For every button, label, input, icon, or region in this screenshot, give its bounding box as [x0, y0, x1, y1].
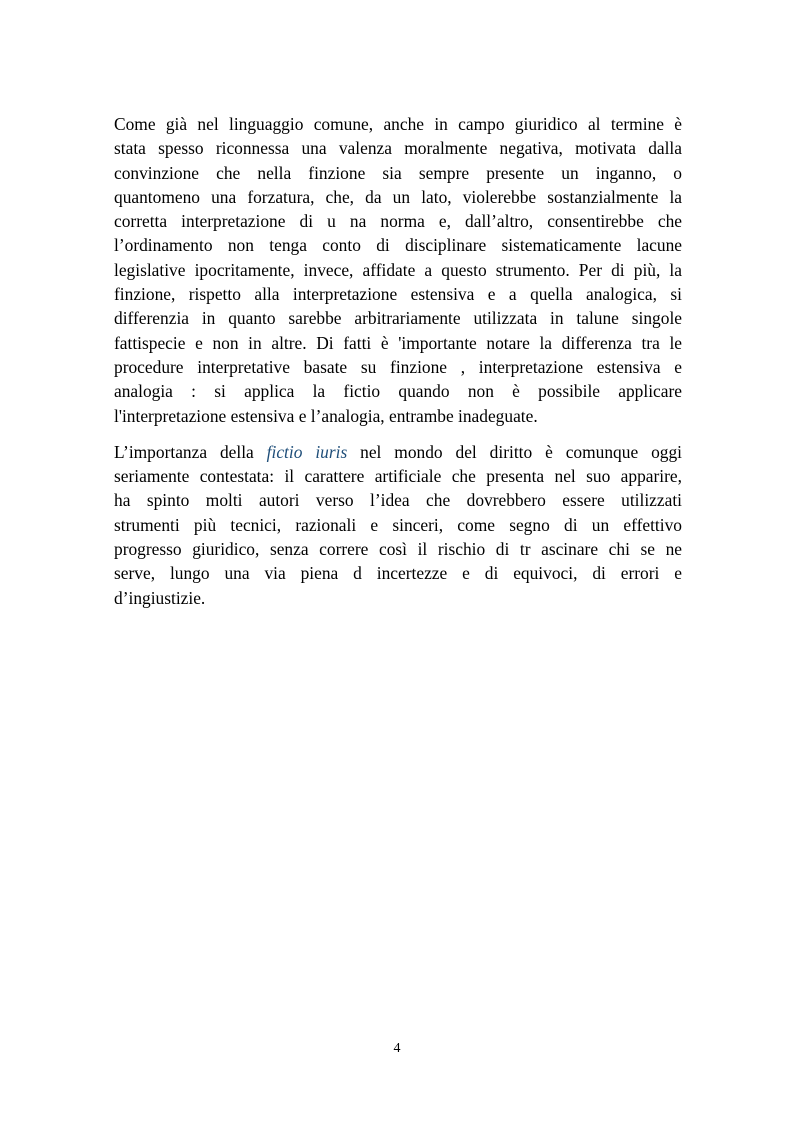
text-line-with-term — [114, 440, 682, 464]
text-line: l’ordinamento non tenga conto di disciplinare sistematicamente lacune — [114, 235, 682, 256]
text-line: analogia : si applica la fictio quando non è possibile applicare — [114, 381, 682, 402]
text-line: legislative ipocritamente, invece, affidate a questo strumento. Per di più, la — [114, 259, 682, 280]
paragraph-2 — [114, 440, 682, 610]
text-line: Come già nel linguaggio comune, anche in campo giuridico al termine è — [114, 114, 682, 134]
text-line: stata spesso riconnessa una valenza moralmente negativa, motivata dalla — [114, 138, 682, 159]
text-line: d’ingiustizie. — [114, 587, 206, 608]
text-line: l'interpretazione estensiva e l’analogia, entrambe inadeguate. — [114, 405, 538, 426]
text-line: procedure interpretative basate su finzione , interpretazione estensiva e — [114, 356, 682, 377]
text-segment: L’importanza della — [114, 441, 267, 462]
text-line: seriamente contestata: il carattere artificiale che presenta nel suo apparire, — [114, 466, 682, 487]
text-line: progresso giuridico, senza correre così il rischio di tr ascinare chi se ne — [114, 539, 682, 560]
text-line: corretta interpretazione di u na norma e, dall’altro, consentirebbe che — [114, 211, 682, 232]
text-line: serve, lungo una via piena d incertezze e di equivoci, di errori e — [114, 563, 682, 584]
text-line: strumenti più tecnici, razionali e sinceri, come segno di un effettivo — [114, 514, 682, 535]
text-line: finzione, rispetto alla interpretazione estensiva e a quella analogica, si — [114, 284, 682, 305]
page-number: 4 — [393, 1041, 401, 1056]
text-line: ha spinto molti autori verso l’idea che dovrebbero essere utilizzati — [114, 490, 682, 511]
fictio-iuris-term: fictio iuris — [266, 441, 348, 462]
text-line: fattispecie e non in altre. Di fatti è 'importante notare la differenza tra le — [114, 332, 682, 353]
text-line: quantomeno una forzatura, che, da un lato, violerebbe sostanzialmente la — [114, 186, 682, 207]
paragraph-1 — [114, 112, 682, 428]
text-segment: nel mondo del diritto è comunque oggi — [347, 441, 682, 462]
text-line: differenzia in quanto sarebbe arbitrariamente utilizzata in talune singole — [114, 308, 682, 329]
text-line: convinzione che nella finzione sia sempre presente un inganno, o — [114, 162, 682, 183]
page-body — [114, 112, 682, 610]
